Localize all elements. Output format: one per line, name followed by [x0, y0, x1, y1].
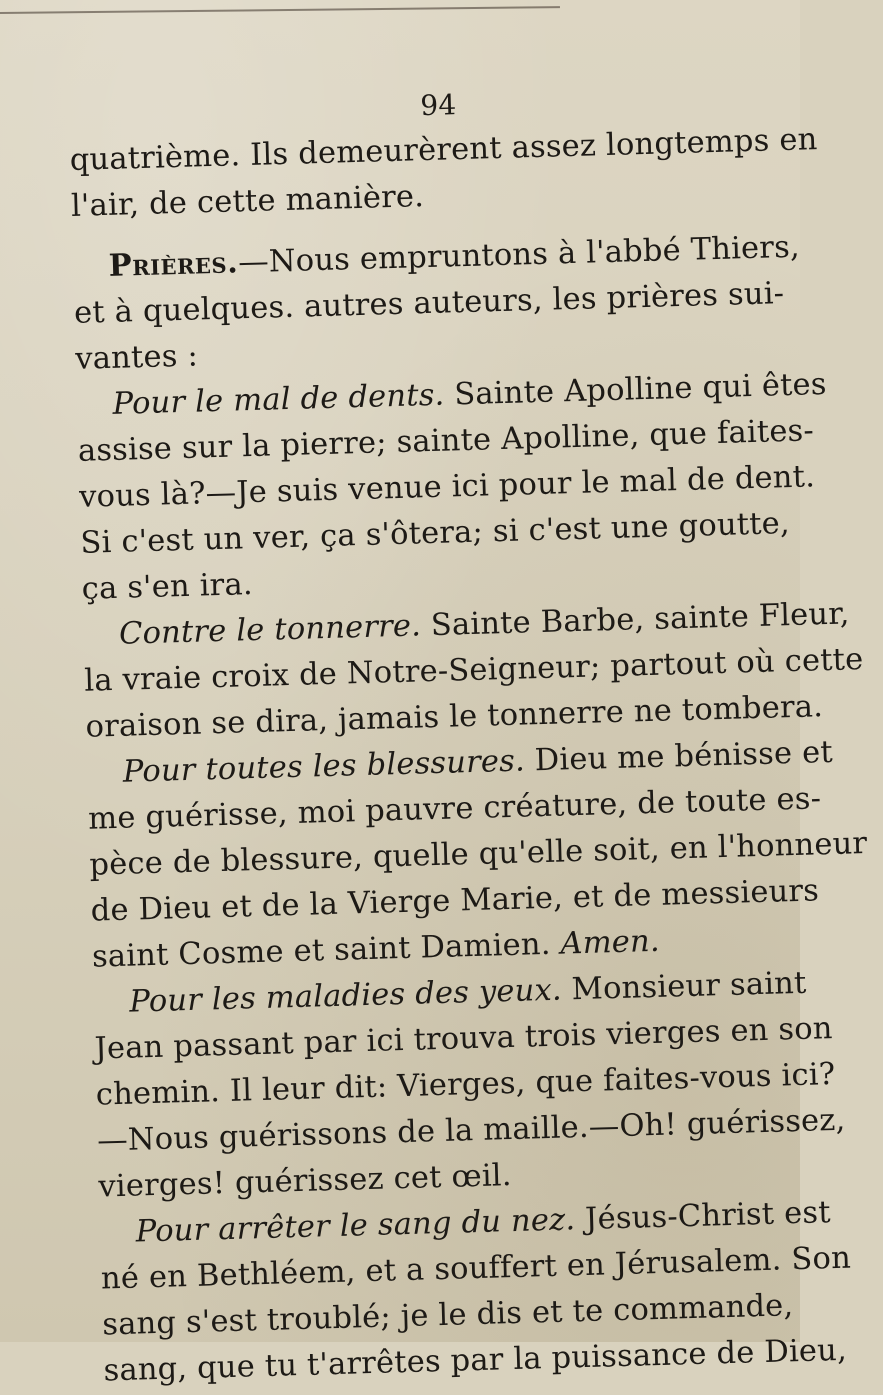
paragraph-continuation	[69, 118, 818, 230]
text-line: chemin. Il leur dit: Vierges, que faites-vous ici?	[95, 1056, 836, 1113]
text-line: sang, que tu t'arrêtes par la puissance de Dieu,	[103, 1332, 848, 1389]
paragraph-sang-du-nez	[99, 1191, 852, 1394]
text-line: me guérisse, moi pauvre créature, de toute es-	[87, 781, 822, 837]
text-line: sang s'est troublé; je le dis et te commande,	[101, 1288, 794, 1343]
text-line: ça s'en ira.	[81, 567, 254, 607]
text-line: et à quelques. autres auteurs, les prières sui-	[73, 276, 785, 331]
paragraph-tonnerre	[82, 593, 864, 750]
prayer-title: Pour arrêter le sang du nez.	[135, 1202, 576, 1250]
text-line: vous là?—Je suis venue ici pour le mal de dent.	[78, 459, 816, 515]
text-run: Sainte Barbe, sainte Fleur,	[420, 596, 851, 644]
text-line: oraison se dira, jamais le tonnerre ne tombera.	[85, 689, 824, 745]
paragraph-maladies-yeux	[93, 961, 846, 1210]
text-run: saint Cosme et saint Damien.	[91, 926, 561, 975]
page-text	[68, 76, 868, 1394]
section-heading: Prières.	[108, 244, 239, 284]
text-line: quatrième. Ils demeurèrent assez longtemps en	[69, 122, 818, 178]
text-run: Sainte Apolline qui êtes	[443, 366, 828, 413]
prayer-title: Pour toutes les blessures.	[122, 743, 526, 790]
text-run: Jésus-Christ est	[574, 1195, 832, 1238]
paragraph-prieres	[72, 224, 801, 382]
prayer-title: Pour le mal de dents.	[112, 377, 445, 422]
prayer-title: Pour les maladies des yeux.	[128, 972, 563, 1020]
text-line: —Nous guérissons de la maille.—Oh! guérissez,	[96, 1102, 846, 1159]
amen-text: Amen.	[559, 923, 661, 962]
text-line: vierges! guérissez cet œil.	[97, 1158, 513, 1205]
text-line: Si c'est un ver, ça s'ôtera; si c'est une goutte,	[80, 506, 791, 561]
text-line: l'air, de cette manière.	[70, 179, 425, 224]
text-line: pèce de blessure, quelle qu'elle soit, en l'honneur	[88, 825, 868, 883]
text-line: Jean passant par ici trouva trois vierges en son	[94, 1011, 834, 1067]
page-number: 94	[419, 88, 457, 123]
top-rule	[0, 0, 560, 14]
text-run: Dieu me bénisse et	[524, 734, 834, 779]
text-line: la vraie croix de Notre-Seigneur; partout où cette	[83, 642, 864, 699]
paragraph-mal-de-dents	[76, 363, 828, 612]
text-run: —Nous empruntons à l'abbé Thiers,	[237, 229, 801, 281]
text-line: vantes :	[74, 338, 199, 377]
prayer-title: Contre le tonnerre.	[118, 608, 422, 652]
paragraph-blessures	[86, 731, 868, 980]
text-run: Monsieur saint	[561, 965, 807, 1008]
text-line: assise sur la pierre; sainte Apolline, que faites-	[77, 413, 815, 469]
text-line: de Dieu et de la Vierge Marie, et de messieurs	[90, 873, 820, 929]
text-line: né en Bethléem, et a souffert en Jérusalem. Son	[100, 1240, 852, 1297]
